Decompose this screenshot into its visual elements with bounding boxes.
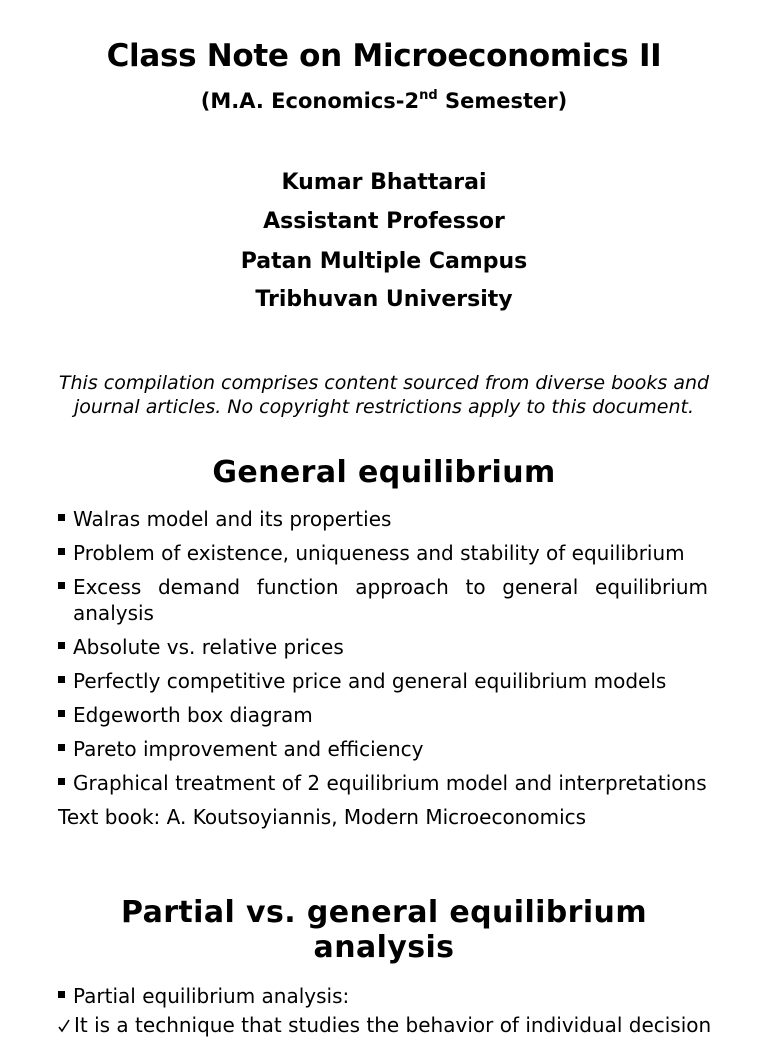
list-item <box>58 736 708 762</box>
document-subtitle <box>0 89 768 113</box>
list-item-text: Perfectly competitive price and general equilibrium models <box>73 669 667 693</box>
section-heading-general-equilibrium: General equilibrium <box>212 455 556 490</box>
section-heading-line-1: Partial vs. general equilibrium <box>121 895 647 930</box>
list-item-text: Pareto improvement and efficiency <box>73 737 424 761</box>
list-item-text: Absolute vs. relative prices <box>73 635 344 659</box>
author-name: Kumar Bhattarai <box>281 170 487 195</box>
square-bullet-icon <box>58 582 65 589</box>
square-bullet-icon <box>58 548 65 555</box>
square-bullet-icon <box>58 676 65 683</box>
list-item <box>58 702 708 728</box>
list-item-text: Problem of existence, uniqueness and stability of equilibrium <box>73 541 685 565</box>
checkmark-icon <box>58 1018 70 1034</box>
square-bullet-icon <box>58 991 65 998</box>
list-item-text: Walras model and its properties <box>73 507 392 531</box>
square-bullet-icon <box>58 642 65 649</box>
section-heading-line-2: analysis <box>313 930 455 965</box>
square-bullet-icon <box>58 710 65 717</box>
list-item <box>58 574 708 626</box>
author-position: Assistant Professor <box>263 209 505 234</box>
subtitle-end: Semester) <box>437 89 568 113</box>
square-bullet-icon <box>58 514 65 521</box>
square-bullet-icon <box>58 744 65 751</box>
list-item <box>58 634 708 660</box>
author-university: Tribhuvan University <box>255 287 513 312</box>
partial-equilibrium-definition <box>58 1012 718 1038</box>
subtitle-superscript: nd <box>419 88 438 103</box>
list-item-text: Partial equilibrium analysis: <box>73 984 350 1008</box>
list-item-text: Edgeworth box diagram <box>73 703 313 727</box>
document-title: Class Note on Microeconomics II <box>106 38 662 74</box>
copyright-note <box>40 371 728 419</box>
list-item <box>58 668 708 694</box>
list-item-text: Graphical treatment of 2 equilibrium model and interpretations <box>73 771 707 795</box>
square-bullet-icon <box>58 778 65 785</box>
list-item <box>58 540 708 566</box>
list-item <box>58 983 708 1009</box>
copyright-note-line-2: journal articles. No copyright restrictions apply to this document. <box>73 396 695 418</box>
list-item <box>58 506 708 532</box>
general-equilibrium-topic-list <box>58 506 708 804</box>
definition-text: It is a technique that studies the behavior of individual decision <box>74 1013 712 1037</box>
section-heading-partial-vs-general <box>0 895 768 965</box>
list-item-text: Excess demand function approach to general equilibrium analysis <box>73 575 708 625</box>
subtitle-main: (M.A. Economics-2 <box>200 89 420 113</box>
textbook-reference: Text book: A. Koutsoyiannis, Modern Microeconomics <box>58 805 587 829</box>
copyright-note-line-1: This compilation comprises content sourced from diverse books and <box>58 372 710 394</box>
list-item <box>58 770 708 796</box>
author-campus: Patan Multiple Campus <box>240 249 528 274</box>
